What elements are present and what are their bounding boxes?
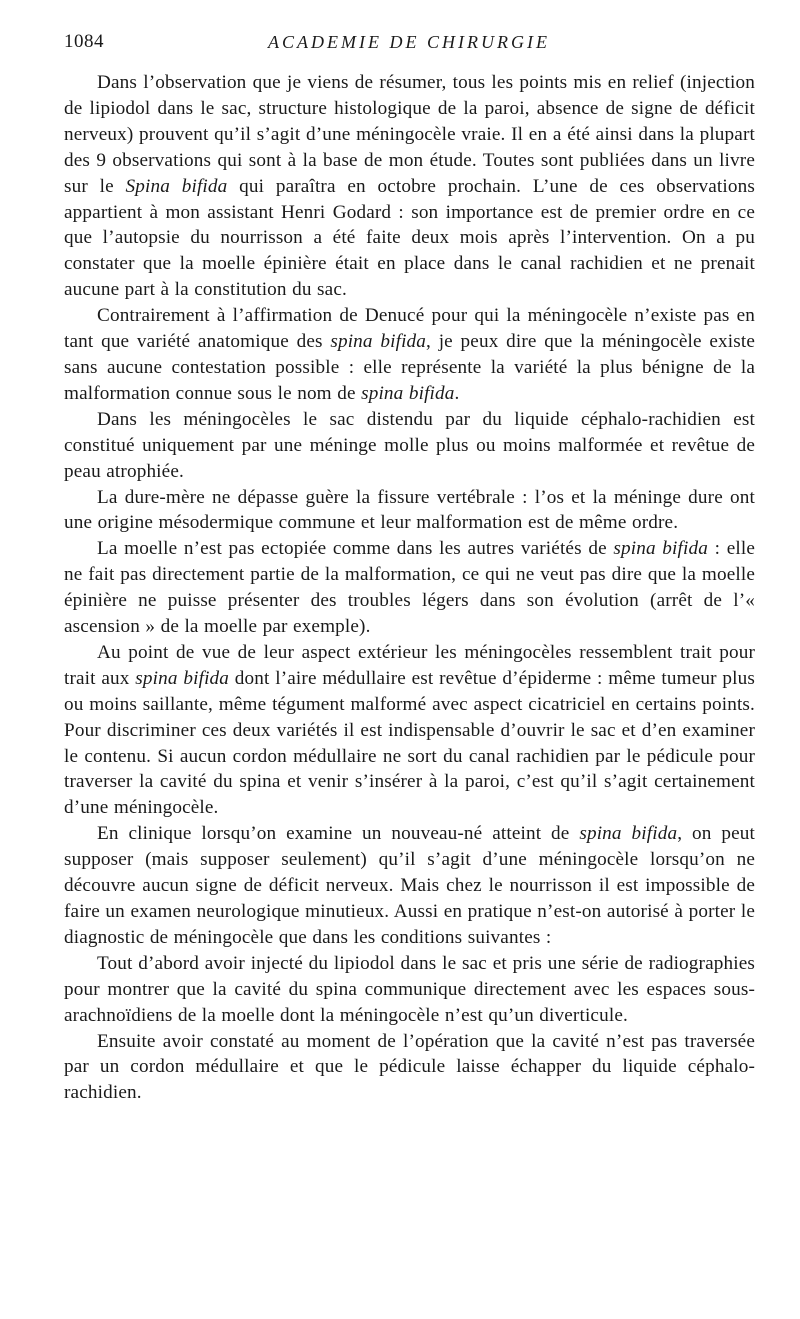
- text-segment: , on peut supposer (mais supposer seulement) qu’il s’agit d’une méningocèle lorsqu’on ne découvre aucun signe de déficit nerveux. Mais chez le nourrisson il est impossible de faire un examen neurologique minutieux. Aussi en pratique n’est-on autorisé à porter le diagnostic de méningocèle que dans les conditions suivantes :: [64, 823, 755, 948]
- text-segment: , je peux dire que la méningocèle existe sans aucune contestation possible : elle représente la variété la plus bénigne de la malformation connue sous le nom de: [64, 331, 756, 404]
- text-segment: .: [454, 382, 460, 404]
- paragraph-2: [64, 303, 755, 407]
- text-segment: Ensuite avoir constaté au moment de l’opération que la cavité n’est pas traversée par un cordon médullaire et que le pédicule laisse échapper du liquide céphalo-rachidien.: [64, 1030, 755, 1104]
- text-segment: : elle ne fait pas directement partie de la malformation, ce qui ne veut pas dire que la moelle épinière ne puisse présenter des troubles légers dans son évolution (arrêt de l’« ascension » de la moelle par exemple).: [64, 538, 755, 638]
- italic-term: spina bifida: [361, 382, 455, 404]
- paragraph-3: [64, 407, 755, 485]
- text-segment: Tout d’abord avoir injecté du lipiodol dans le sac et pris une série de radiographies pour montrer que la cavité du spina communique directement avec les espaces sous-arachnoïdiens de la moelle dont la méningocèle n’est qu’un diverticule.: [64, 952, 755, 1026]
- italic-term: spina bifida: [330, 331, 427, 353]
- paragraph-7: [64, 821, 755, 951]
- journal-title: ACADEMIE DE CHIRURGIE: [268, 32, 550, 52]
- text-segment: dont l’aire médullaire est revêtue d’épiderme : même tumeur plus ou moins saillante, même tégument malformé avec aspect cicatriciel en certains points. Pour discriminer ces deux variétés il est indispensable d’ouvrir le sac et d’en examiner le contenu. Si aucun cordon médullaire ne sort du canal rachidien par le pédicule pour traverser la cavité du spina et venir s’insérer à la paroi, c’est qu’il s’agit certainement d’une méningocèle.: [64, 667, 756, 819]
- page-number: 1084: [64, 31, 104, 52]
- running-head: [64, 30, 754, 54]
- italic-term: spina bifida: [613, 538, 708, 560]
- text-segment: Dans les méningocèles le sac distendu par du liquide céphalo-rachidien est constitué uniquement par une méninge molle plus ou moins malformée et revêtue de peau atrophiée.: [64, 408, 755, 482]
- body-text: [64, 70, 755, 1106]
- text-segment: La moelle n’est pas ectopiée comme dans les autres variétés de: [97, 538, 614, 560]
- paragraph-1: [64, 70, 755, 303]
- paragraph-8: [64, 951, 755, 1029]
- text-segment: Dans l’observation que je viens de résumer, tous les points mis en relief (injection de lipiodol dans le sac, structure histologique de la paroi, absence de signe de déficit nerveux) prouvent qu’il s’agit d’une méningocèle vraie. Il en a été ainsi dans la plupart des 9 observations qui sont à la base de mon étude. Toutes sont publiées dans un livre sur le: [64, 72, 755, 197]
- paragraph-5: [64, 536, 755, 640]
- text-segment: La dure-mère ne dépasse guère la fissure vertébrale : l’os et la méninge dure ont une origine mésodermique commune et leur malformation est de même ordre.: [64, 486, 755, 534]
- paragraph-9: [64, 1029, 755, 1107]
- italic-term: Spina bifida: [125, 175, 228, 197]
- text-segment: Au point de vue de leur aspect extérieur les méningocèles ressemblent trait pour trait aux: [64, 641, 755, 689]
- text-segment: En clinique lorsqu’on examine un nouveau-né atteint de: [97, 823, 580, 845]
- paragraph-4: [64, 485, 755, 537]
- italic-term: spina bifida: [135, 667, 230, 689]
- text-segment: qui paraîtra en octobre prochain. L’une de ces observations appartient à mon assistant Henri Godard : son importance est de premier ordre en ce que l’autopsie du nourrisson a été faite deux mois après l’intervention. On a pu constater que la moelle épinière était en place dans le canal rachidien et ne prenait aucune part à la constitution du sac.: [64, 175, 755, 301]
- italic-term: spina bifida: [579, 823, 678, 845]
- paragraph-6: [64, 640, 755, 821]
- text-segment: Contrairement à l’affirmation de Denucé pour qui la méningocèle n’existe pas en tant que variété anatomique des: [64, 305, 755, 353]
